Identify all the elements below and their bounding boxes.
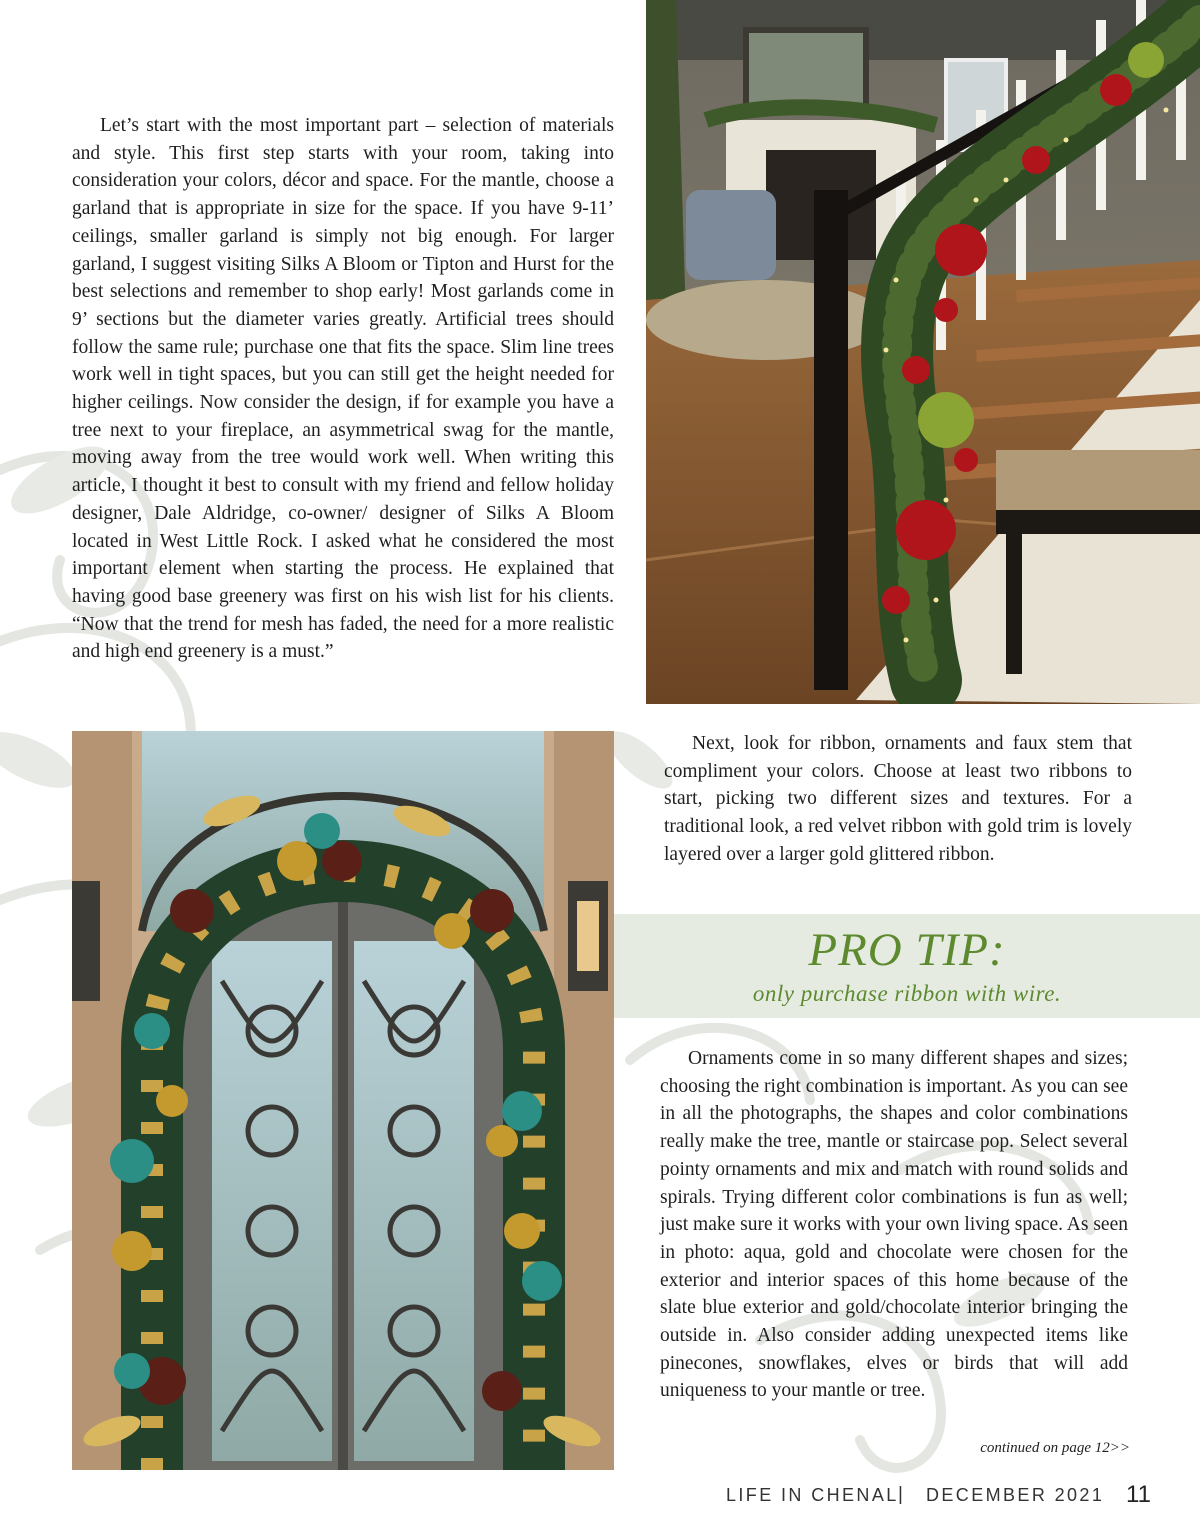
issue-date: DECEMBER 2021 — [926, 1485, 1105, 1505]
article-paragraph: Next, look for ribbon, ornaments and faux stem that compliment your colors. Choose at least two ribbons to start, picking two different sizes and textures. For a traditional look, a red velvet ribbon with gold trim is lovely layered over a larger gold glittered ribbon. — [664, 733, 1132, 865]
page-footer — [700, 1481, 1160, 1510]
footer-separator: | — [898, 1484, 903, 1505]
pro-tip-subtitle: only purchase ribbon with wire. — [752, 981, 1062, 1006]
staircase-garland-photo — [646, 0, 1200, 704]
pro-tip-title: PRO TIP: — [808, 924, 1006, 976]
door-arch-garland-photo — [72, 731, 614, 1470]
pro-tip-callout — [614, 914, 1200, 1018]
article-paragraph: Let’s start with the most important part – selection of materials and style. This first step starts with your room, taking into consideration your colors, décor and space. For the mantle, choose a garland that is appropriate in size for the space. If you have 9-11’ ceilings, smaller garland is simply not big enough. For larger garland, I suggest visiting Silks A Bloom or Tipton and Hurst for the best selections and remember to shop early! Most garlands come in 9’ sections but the diameter varies greatly. Artificial trees should follow the same rule; purchase one that fits the space. Slim line trees work well in tight spaces, but you can still get the height needed for higher ceilings. Now consider the design, if for example you have a tree next to your fireplace, an asymmetrical swag for the mantle, moving away from the tree would work well. When writing this article, I thought it best to consult with my friend and fellow holiday designer, Dale Aldridge, co-owner/ designer of Silks A Bloom located in West Little Rock. I asked what he considered the most important element when starting the process. He explained that having good base greenery was first on his wish list for his clients. “Now that the trend for mesh has faded, the need for a more realistic and high end greenery is a must.” — [72, 115, 614, 663]
page-number: 11 — [1126, 1481, 1151, 1508]
article-paragraph: Ornaments come in so many different shapes and sizes; choosing the right combination is important. As you can see in all the photographs, the shapes and color combinations really make the tree, mantle or staircase pop. Select several pointy ornaments and mix and match with round solids and spirals. Trying different color combinations is fun as well; just make sure it works with your own living space. As seen in photo: aqua, gold and chocolate were chosen for the exterior and interior spaces of this home because of the slate blue exterior and gold/chocolate interior bringing the outside in. Also consider adding unexpected items like pinecones, snowflakes, elves or birds that will add uniqueness to your mantle or tree. — [660, 1048, 1128, 1402]
magazine-name: LIFE IN CHENAL — [726, 1485, 899, 1505]
continued-note: continued on page 12>> — [980, 1440, 1130, 1456]
